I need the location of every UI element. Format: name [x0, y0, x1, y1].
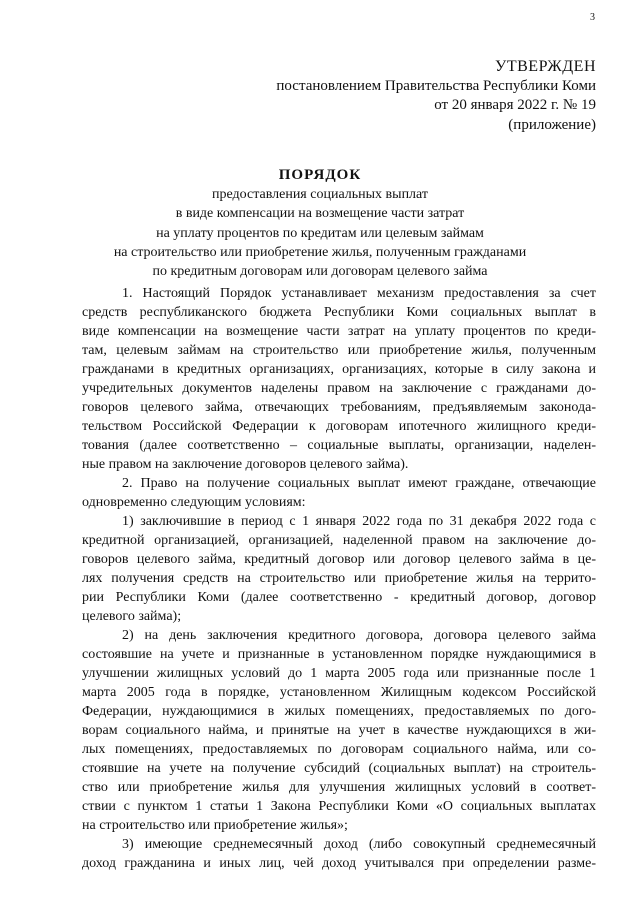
paragraph — [82, 626, 596, 835]
paragraph-line: средств республиканского бюджета Республики Коми социальных выплат в — [82, 305, 596, 320]
paragraph-line: лях получения средств на строительство или приобретение жилья на террито- — [82, 571, 596, 586]
heading-line: предоставления социальных выплат — [211, 187, 429, 203]
paragraph-line: стоявшие на учете на получение субсидий (социальных выплат) на строитель- — [82, 761, 596, 776]
paragraph-line: 1. Настоящий Порядок устанавливает механизм предоставления за счет — [122, 286, 596, 301]
paragraph-line: гражданами в кредитных организациях, организациях, которые в силу закона и — [82, 362, 596, 377]
paragraph-line: 2. Право на получение социальных выплат имеют граждане, отвечающие — [122, 476, 596, 491]
paragraph-line: ные правом на заключение договоров целевого займа). — [82, 457, 409, 472]
paragraph-line: говоров целевого займа, отвечающих требованиям, предъявляемым законода- — [82, 400, 596, 415]
heading-line: в виде компенсации на возмещение части затрат — [175, 206, 465, 222]
paragraph-line: кредитной организацией, организацией, наделенной правом на заключение до- — [82, 533, 596, 548]
paragraph-line: марта 2005 года в порядке, установленном Жилищным кодексом Российской — [82, 685, 596, 700]
paragraph-line: лых помещениях, предоставляемых по договорам социального найма, или со- — [82, 742, 596, 757]
paragraph-line: 3) имеющие среднемесячный доход (либо совокупный среднемесячный — [122, 837, 596, 852]
paragraph-line: целевого займа); — [82, 609, 182, 624]
paragraph-line: тования (далее соответственно – социальные выплаты, организации, наделен- — [82, 438, 596, 453]
paragraph-line: 2) на день заключения кредитного договора, договора целевого займа — [122, 628, 596, 643]
approval-line-1: постановлением Правительства Республики Коми — [276, 77, 596, 94]
heading-line: по кредитным договорам или договорам целевого займа — [152, 264, 488, 280]
paragraph-line: ство или приобретение жилья для улучшения жилищных условий в соответ- — [82, 780, 596, 795]
paragraph-line: ствии с пунктом 1 статьи 1 Закона Республики Коми «О социальных выплатах — [82, 799, 596, 814]
paragraph-line: рии Республики Коми (далее соответственно - кредитный договор, договор — [82, 590, 596, 605]
paragraph — [82, 512, 596, 626]
paragraph-line: там, целевым займам на строительство или приобретение жилья, полученным — [82, 343, 596, 358]
document-body — [82, 284, 596, 873]
paragraph — [82, 474, 596, 512]
page-number: 3 — [590, 12, 595, 23]
approval-title: УТВЕРЖДЕН — [495, 58, 596, 75]
document-title: ПОРЯДОК — [278, 167, 362, 183]
approval-block — [276, 57, 596, 135]
paragraph-line: тельством Российской Федерации к договорам ипотечного жилищного креди- — [82, 419, 596, 434]
paragraph-line: состоявшие на учете и признанные в установленном порядке нуждающимися в — [82, 647, 596, 662]
paragraph — [82, 835, 596, 873]
approval-line-3: (приложение) — [508, 116, 596, 133]
paragraph-line: доход гражданина и иных лиц, чей доход учитывался при определении разме- — [82, 856, 596, 871]
heading-line: на уплату процентов по кредитам или целевым займам — [156, 225, 484, 241]
approval-line-2: от 20 января 2022 г. № 19 — [434, 97, 596, 113]
paragraph-line: 1) заключившие в период с 1 января 2022 года по 31 декабря 2022 года с — [122, 514, 596, 529]
heading-line: на строительство или приобретение жилья, полученным гражданами — [113, 244, 527, 260]
paragraph-line: на строительство или приобретение жилья»; — [82, 818, 348, 833]
paragraph — [82, 284, 596, 474]
paragraph-line: улучшении жилищных условий до 1 марта 2005 года или признанные после 1 — [82, 666, 596, 681]
paragraph-line: ворам социального найма, и принятые на учет в качестве нуждающихся в жи- — [82, 723, 596, 738]
paragraph-line: Федерации, нуждающимися в жилых помещениях, предоставляемых по дого- — [82, 704, 596, 719]
paragraph-line: учредительных документов наделены правом на заключение с гражданами до- — [82, 381, 596, 396]
paragraph-line: одновременно следующим условиям: — [82, 495, 306, 510]
paragraph-line: говоров целевого займа, кредитный договор или договор целевого займа в це- — [82, 552, 596, 567]
paragraph-line: виде компенсации на возмещение части затрат на уплату процентов по креди- — [82, 324, 596, 339]
document-heading — [80, 166, 560, 281]
